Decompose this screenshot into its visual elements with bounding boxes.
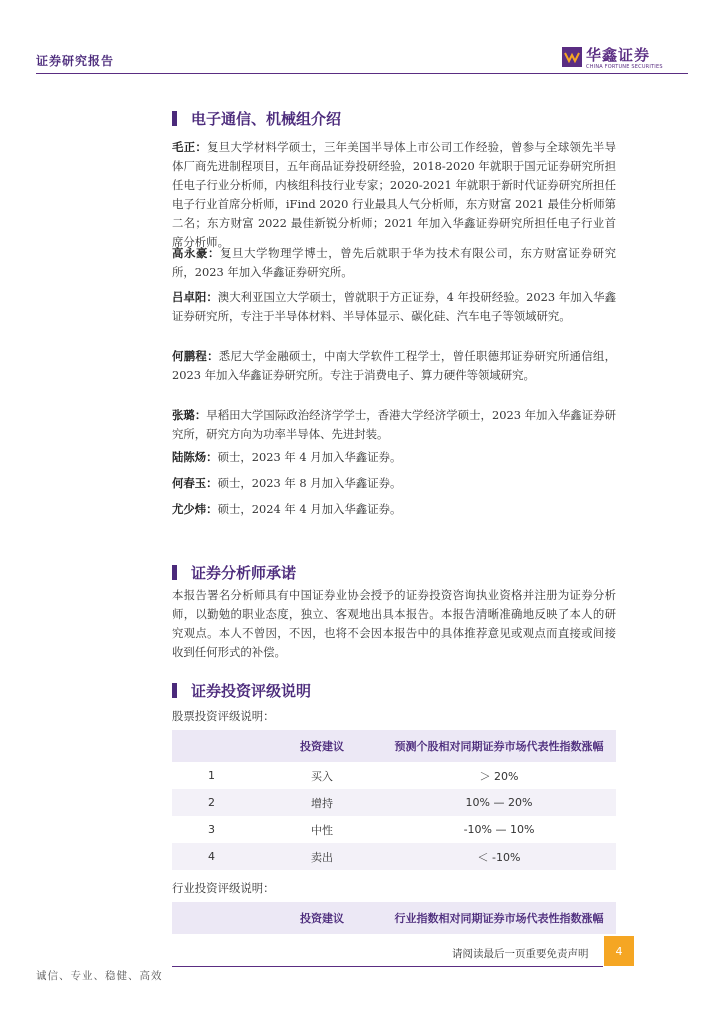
member-name: 尤少炜： [172,502,218,516]
logo-text-cn: 华鑫证券 [586,46,651,64]
section-title-team: 电子通信、机械组介绍 [172,108,341,129]
table-row [172,762,616,789]
table-cell: 卖出 [262,843,382,870]
table-cell: ＞ 20% [479,769,519,783]
member-bio: 吕卓阳：澳大利亚国立大学硕士，曾就职于方正证券，4 年投研经验。2023 年加入华鑫证券研究所，专注于半导体材料、半导体显示、碳化硅、汽车电子等领域研究。 [172,290,616,323]
table-cell: 1 [208,769,215,782]
page-number: 4 [604,936,634,966]
logo-text-en: CHINA FORTUNE SECURITIES [586,64,663,70]
table-header-cell [172,902,262,934]
table-cell: 中性 [311,823,333,837]
table-row [172,843,616,870]
table-header-cell [172,730,262,762]
table-header-cell: 行业指数相对同期证券市场代表性指数涨幅 [382,902,616,934]
member-name: 何春玉： [172,476,218,490]
table-cell: 买入 [311,769,333,783]
member-name: 毛正： [172,140,208,154]
member-bio: 何春玉：硕士，2023 年 8 月加入华鑫证券。 [172,476,402,490]
footer-divider [172,966,603,967]
company-logo [562,44,662,72]
table-cell: 3 [208,823,215,836]
table-row [172,789,616,816]
table-header-cell: 预测个股相对同期证券市场代表性指数涨幅 [382,730,616,762]
member-name: 何鹏程： [172,349,219,363]
header-divider [36,73,688,74]
logo-mark-icon [562,47,582,67]
member-name: 陆陈炀： [172,450,218,464]
member-name: 吕卓阳： [172,290,218,304]
section-bar-icon [172,565,177,580]
table-header-row [172,730,616,762]
stock-rating-caption: 股票投资评级说明： [172,709,275,723]
company-motto: 诚信、专业、稳健、高效 [36,970,163,982]
member-name: 高永豪： [172,246,221,260]
section-title-commitment: 证券分析师承诺 [172,562,296,583]
industry-rating-caption: 行业投资评级说明： [172,881,275,895]
table-row [172,816,616,843]
member-bio: 高永豪：复旦大学物理学博士，曾先后就职于华为技术有限公司，东方财富证券研究所，2023 年加入华鑫证券研究所。 [172,246,616,279]
table-cell: 2 [172,789,262,816]
table-header-cell: 投资建议 [262,902,382,934]
section-bar-icon [172,683,177,698]
member-bio: 毛正：复旦大学材料学硕士，三年美国半导体上市公司工作经验，曾参与全球领先半导体厂商先进制程项目，五年商品证券投研经验，2018-2020 年就职于国元证券研究所担任电子行业分析师，内核组科技行业专家；2020-2021 年就职于新时代证券研究所担任电子行业首席分析师，iFind 2020 行业最具人气分析师，东方财富 2021 最佳分析师第二名；东方财富 2022 最佳新锐分析师；2021 年加入华鑫证券研究所担任电子行业首席分析师。 [172,140,616,249]
report-type-label: 证券研究报告 [36,54,115,68]
member-name: 张璐： [172,408,207,422]
member-bio: 尤少炜：硕士，2024 年 4 月加入华鑫证券。 [172,502,402,516]
member-bio: 陆陈炀：硕士，2023 年 4 月加入华鑫证券。 [172,450,402,464]
table-cell: 4 [172,843,262,870]
section-bar-icon [172,111,177,126]
member-bio: 何鹏程：悉尼大学金融硕士，中南大学软件工程学士，曾任职德邦证券研究所通信组，2023 年加入华鑫证券研究所。专注于消费电子、算力硬件等领域研究。 [172,349,616,382]
member-bio: 张璐：早稻田大学国际政治经济学学士，香港大学经济学硕士，2023 年加入华鑫证券研究所，研究方向为功率半导体、先进封装。 [172,408,616,441]
section-title-rating: 证券投资评级说明 [172,680,311,701]
industry-rating-table [172,902,616,934]
table-header-cell: 投资建议 [262,730,382,762]
table-cell: 10% — 20% [382,789,616,816]
commitment-text: 本报告署名分析师具有中国证券业协会授予的证券投资咨询执业资格并注册为证券分析师，以勤勉的职业态度，独立、客观地出具本报告。本报告清晰准确地反映了本人的研究观点。本人不曾因，不因，也将不会因本报告中的具体推荐意见或观点而直接或间接收到任何形式的补偿。 [172,588,616,659]
stock-rating-table [172,730,616,870]
disclaimer-note: 请阅读最后一页重要免责声明 [452,948,589,960]
table-header-row [172,902,616,934]
table-cell: ＜ -10% [382,843,616,870]
table-cell: 增持 [262,789,382,816]
table-cell: -10% — 10% [463,823,535,836]
